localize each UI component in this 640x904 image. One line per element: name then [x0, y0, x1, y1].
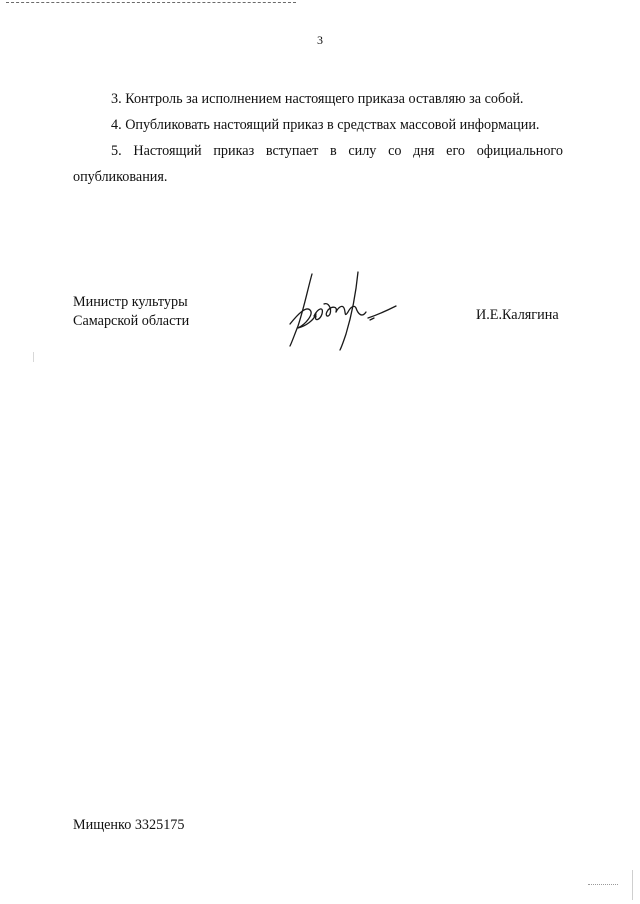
top-dashed-border [6, 2, 296, 9]
signatory-position [73, 293, 189, 331]
paragraph-3: 3. Контроль за исполнением настоящего приказа оставляю за собой. [111, 91, 524, 107]
signatory-name: И.Е.Калягина [476, 307, 559, 323]
paragraph-4: 4. Опубликовать настоящий приказ в средствах массовой информации. [111, 117, 540, 133]
paragraph-5: 5. Настоящий приказ вступает в силу со дня его официального опубликования. [73, 143, 563, 185]
handwritten-signature [284, 268, 400, 352]
document-body [73, 86, 563, 190]
corner-dotted-mark [588, 884, 618, 887]
executor-contact: Мищенко 3325175 [73, 817, 185, 833]
signatory-position-line1: Министр культуры [73, 294, 188, 310]
margin-mark [33, 352, 34, 362]
right-edge-mark [632, 870, 633, 900]
signatory-position-line2: Самарской области [73, 313, 190, 329]
page-number: 3 [317, 33, 323, 47]
